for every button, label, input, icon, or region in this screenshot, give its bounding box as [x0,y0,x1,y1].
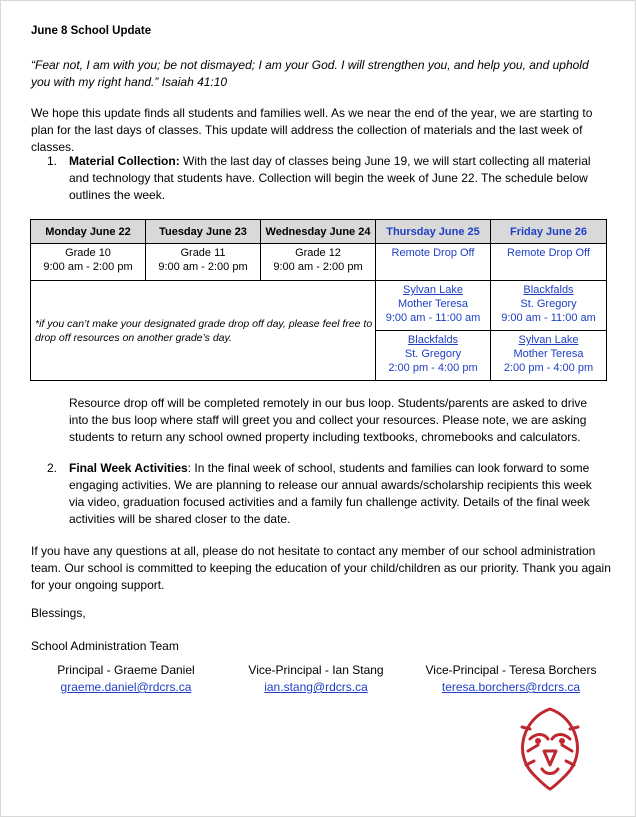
contact-paragraph: If you have any questions at all, please do not hesitate to contact any member of our school administration team. Our school is committed to keeping the education of your child/children as our priority. Thank you again for your ongoing support. [31,544,611,592]
signature-team: School Administration Team [31,639,179,653]
location-link[interactable]: Sylvan Lake [403,284,463,296]
collection-schedule-table [30,219,607,381]
scripture-quote: “Fear not, I am with you; be not dismayed; I am your God. I will strengthen you, and help you, and uphold you with my right hand.” Isaiah 41:10 [31,58,589,89]
time-label: 2:00 pm - 4:00 pm [503,362,594,374]
time-label: 9:00 am - 2:00 pm [158,261,248,273]
signature-role: Vice-Principal - Teresa Borchers [425,663,597,677]
cell-wednesday [261,244,376,281]
email-link[interactable]: ian.stang@rdcrs.ca [264,680,368,694]
item-heading: Final Week Activities [69,461,188,475]
header-monday: Monday June 22 [31,220,146,244]
list-item-material-collection [47,153,607,204]
item-text: : In the final week of school, students and families can look forward to some engaging activities. We are planning to release our annual awards/scholarship recipients this week via video, graduation focused activities and a family fun challenge activity. Details of the final week activities will be shared closer to the date. [69,461,592,526]
location-link[interactable]: Blackfalds [407,334,459,346]
list-number: 2. [47,461,58,475]
grade-label: Grade 11 [180,247,226,259]
header-wednesday: Wednesday June 24 [261,220,376,244]
page-title: June 8 School Update [31,25,152,37]
closing-text: Blessings, [31,606,86,620]
drop-off-note: *if you can’t make your designated grade drop off day, please feel free to drop off resources on another grade’s day. [31,281,376,381]
location-link[interactable]: Sylvan Lake [518,334,579,346]
cell-friday-slot-2 [491,331,607,381]
cell-tuesday [146,244,261,281]
table-row [31,281,607,331]
header-friday: Friday June 26 [491,220,607,244]
item-text: With the last day of classes being June 19, we will start collecting all material and technology that students have. Collection will begin the week of June 22. The schedule below outlines the week. [69,154,591,202]
cell-friday-remote: Remote Drop Off [491,244,607,281]
school-label: St. Gregory [520,298,577,310]
signature-vice-principal-borchers [416,662,606,696]
cell-friday-slot-1 [491,281,607,331]
cell-thursday-slot-2 [376,331,491,381]
signature-principal [51,662,201,696]
time-label: 9:00 am - 2:00 pm [43,261,133,273]
header-tuesday: Tuesday June 23 [146,220,261,244]
school-label: Mother Teresa [513,348,584,360]
signature-vice-principal-stang [241,662,391,696]
signature-role: Vice-Principal - Ian Stang [248,663,384,677]
time-label: 9:00 am - 11:00 am [385,312,481,324]
signature-role: Principal - Graeme Daniel [57,663,195,677]
table-header-row [31,220,607,244]
location-link[interactable]: Blackfalds [523,284,574,296]
table-row [31,244,607,281]
grade-label: Grade 10 [65,247,111,259]
school-label: St. Gregory [404,348,462,360]
header-thursday: Thursday June 25 [376,220,491,244]
eagle-head-icon [514,705,586,791]
email-link[interactable]: teresa.borchers@rdcrs.ca [441,680,581,694]
cell-thursday-slot-1 [376,281,491,331]
grade-label: Grade 12 [295,247,341,259]
cell-monday [31,244,146,281]
time-label: 9:00 am - 2:00 pm [273,261,363,273]
school-label: Mother Teresa [397,298,469,310]
cell-thursday-remote: Remote Drop Off [376,244,491,281]
item-heading: Material Collection: [69,154,180,168]
time-label: 2:00 pm - 4:00 pm [388,362,478,374]
intro-paragraph: We hope this update finds all students and families well. As we near the end of the year, we are starting to plan for the last days of classes. This update will address the collection of materials and the last week of classes. [31,106,593,154]
list-item-final-week [47,460,607,528]
resource-paragraph: Resource drop off will be completed remotely in our bus loop. Students/parents are asked to drive into the bus loop where staff will greet you and collect your resources. Please note, we are asking students to return any school owned property including textbooks, chromebooks and calculators. [69,396,588,444]
time-label: 9:00 am - 11:00 am [501,312,596,324]
list-number: 1. [47,154,58,168]
email-link[interactable]: graeme.daniel@rdcrs.ca [60,680,192,694]
